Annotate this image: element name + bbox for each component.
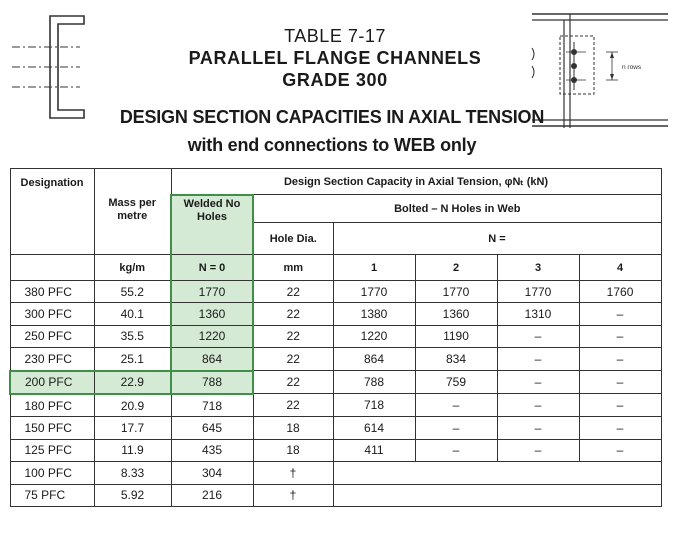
designation-cell: 200 PFC <box>10 371 94 394</box>
capacity-group-header: Design Section Capacity in Axial Tension, φNₜ (kN) <box>171 169 661 195</box>
n2-cell: 834 <box>415 348 497 371</box>
n4-cell: – <box>579 303 661 325</box>
n1-cell <box>333 484 661 506</box>
welded-cell: 435 <box>171 439 253 461</box>
n2-cell: 1770 <box>415 281 497 303</box>
table-row <box>10 394 661 417</box>
designation-cell: 300 PFC <box>10 303 94 325</box>
welded-cell: 645 <box>171 417 253 439</box>
designation-header: Designation <box>10 169 94 255</box>
welded-cell: 864 <box>171 348 253 371</box>
rows-label: n rows <box>622 64 642 71</box>
n1-cell: 788 <box>333 371 415 394</box>
table-row <box>10 371 661 394</box>
n1-cell: 1380 <box>333 303 415 325</box>
n1-cell: 411 <box>333 439 415 461</box>
hole-dia-cell: 22 <box>253 303 333 325</box>
designation-cell: 180 PFC <box>10 394 94 417</box>
n2-cell: 759 <box>415 371 497 394</box>
hole-dia-cell: 22 <box>253 281 333 303</box>
welded-cell: 718 <box>171 394 253 417</box>
table-row <box>10 348 661 371</box>
table-number: TABLE 7-17 <box>284 26 386 46</box>
n2-cell: 1360 <box>415 303 497 325</box>
n3-cell: – <box>497 371 579 394</box>
hole-dia-cell: 22 <box>253 348 333 371</box>
welded-unit: N = 0 <box>171 255 253 281</box>
table-subtitle: DESIGN SECTION CAPACITIES IN AXIAL TENSION <box>119 107 545 127</box>
hole-dia-cell: 22 <box>253 325 333 347</box>
welded-cell: 216 <box>171 484 253 506</box>
welded-cell: 1220 <box>171 325 253 347</box>
n3-cell: – <box>497 394 579 417</box>
n3-cell: 1310 <box>497 303 579 325</box>
units-blank <box>10 255 94 281</box>
designation-cell: 75 PFC <box>10 484 94 506</box>
welded-cell: 1770 <box>171 281 253 303</box>
mass-cell: 25.1 <box>94 348 171 371</box>
mass-header: Mass per metre <box>94 195 171 255</box>
n4-cell: – <box>579 417 661 439</box>
n4-cell: – <box>579 371 661 394</box>
mass-header-top <box>94 169 171 195</box>
hole-dia-cell: 22 <box>253 394 333 417</box>
welded-cell: 788 <box>171 371 253 394</box>
n2-cell: – <box>415 417 497 439</box>
n1-cell <box>333 462 661 484</box>
hole-dia-cell: † <box>253 462 333 484</box>
n1-cell: 1220 <box>333 325 415 347</box>
table-grade: GRADE 300 <box>282 70 388 90</box>
n1-cell: 1770 <box>333 281 415 303</box>
n3-cell: – <box>497 417 579 439</box>
mass-cell: 11.9 <box>94 439 171 461</box>
designation-cell: 250 PFC <box>10 325 94 347</box>
welded-header: Welded No Holes <box>171 195 253 255</box>
welded-cell: 1360 <box>171 303 253 325</box>
n3-cell: – <box>497 439 579 461</box>
table-row <box>10 281 661 303</box>
hole-dia-cell: † <box>253 484 333 506</box>
hole-dia-cell: 22 <box>253 371 333 394</box>
designation-cell: 150 PFC <box>10 417 94 439</box>
n4-cell: – <box>579 394 661 417</box>
hole-dia-cell: 18 <box>253 417 333 439</box>
n4-header: 4 <box>579 255 661 281</box>
hole-dia-cell: 18 <box>253 439 333 461</box>
table-row <box>10 484 661 506</box>
n4-cell: – <box>579 325 661 347</box>
n2-cell: – <box>415 394 497 417</box>
n3-header: 3 <box>497 255 579 281</box>
n4-cell: 1760 <box>579 281 661 303</box>
table-row <box>10 417 661 439</box>
n1-header: 1 <box>333 255 415 281</box>
n1-cell: 718 <box>333 394 415 417</box>
mass-cell: 35.5 <box>94 325 171 347</box>
mass-cell: 55.2 <box>94 281 171 303</box>
table-name: PARALLEL FLANGE CHANNELS <box>188 48 482 68</box>
table-row <box>10 325 661 347</box>
mass-cell: 40.1 <box>94 303 171 325</box>
mass-cell: 5.92 <box>94 484 171 506</box>
mass-unit: kg/m <box>94 255 171 281</box>
n3-cell: 1770 <box>497 281 579 303</box>
mass-cell: 17.7 <box>94 417 171 439</box>
table-subtitle-2: with end connections to WEB only <box>187 135 477 155</box>
n3-cell: – <box>497 325 579 347</box>
hole-dia-header: Hole Dia. <box>253 223 333 255</box>
designation-cell: 230 PFC <box>10 348 94 371</box>
welded-cell: 304 <box>171 462 253 484</box>
designation-cell: 100 PFC <box>10 462 94 484</box>
n2-header: 2 <box>415 255 497 281</box>
table-row <box>10 462 661 484</box>
n4-cell: – <box>579 439 661 461</box>
n-equals-header: N = <box>333 223 661 255</box>
mass-cell: 8.33 <box>94 462 171 484</box>
bolted-header: Bolted – N Holes in Web <box>253 195 661 223</box>
designation-cell: 380 PFC <box>10 281 94 303</box>
n1-cell: 864 <box>333 348 415 371</box>
table-row <box>10 303 661 325</box>
mass-cell: 20.9 <box>94 394 171 417</box>
mass-cell: 22.9 <box>94 371 171 394</box>
capacity-table <box>9 168 662 507</box>
designation-cell: 125 PFC <box>10 439 94 461</box>
hole-unit: mm <box>253 255 333 281</box>
table-row <box>10 439 661 461</box>
n2-cell: 1190 <box>415 325 497 347</box>
n4-cell: – <box>579 348 661 371</box>
n1-cell: 614 <box>333 417 415 439</box>
n3-cell: – <box>497 348 579 371</box>
n2-cell: – <box>415 439 497 461</box>
